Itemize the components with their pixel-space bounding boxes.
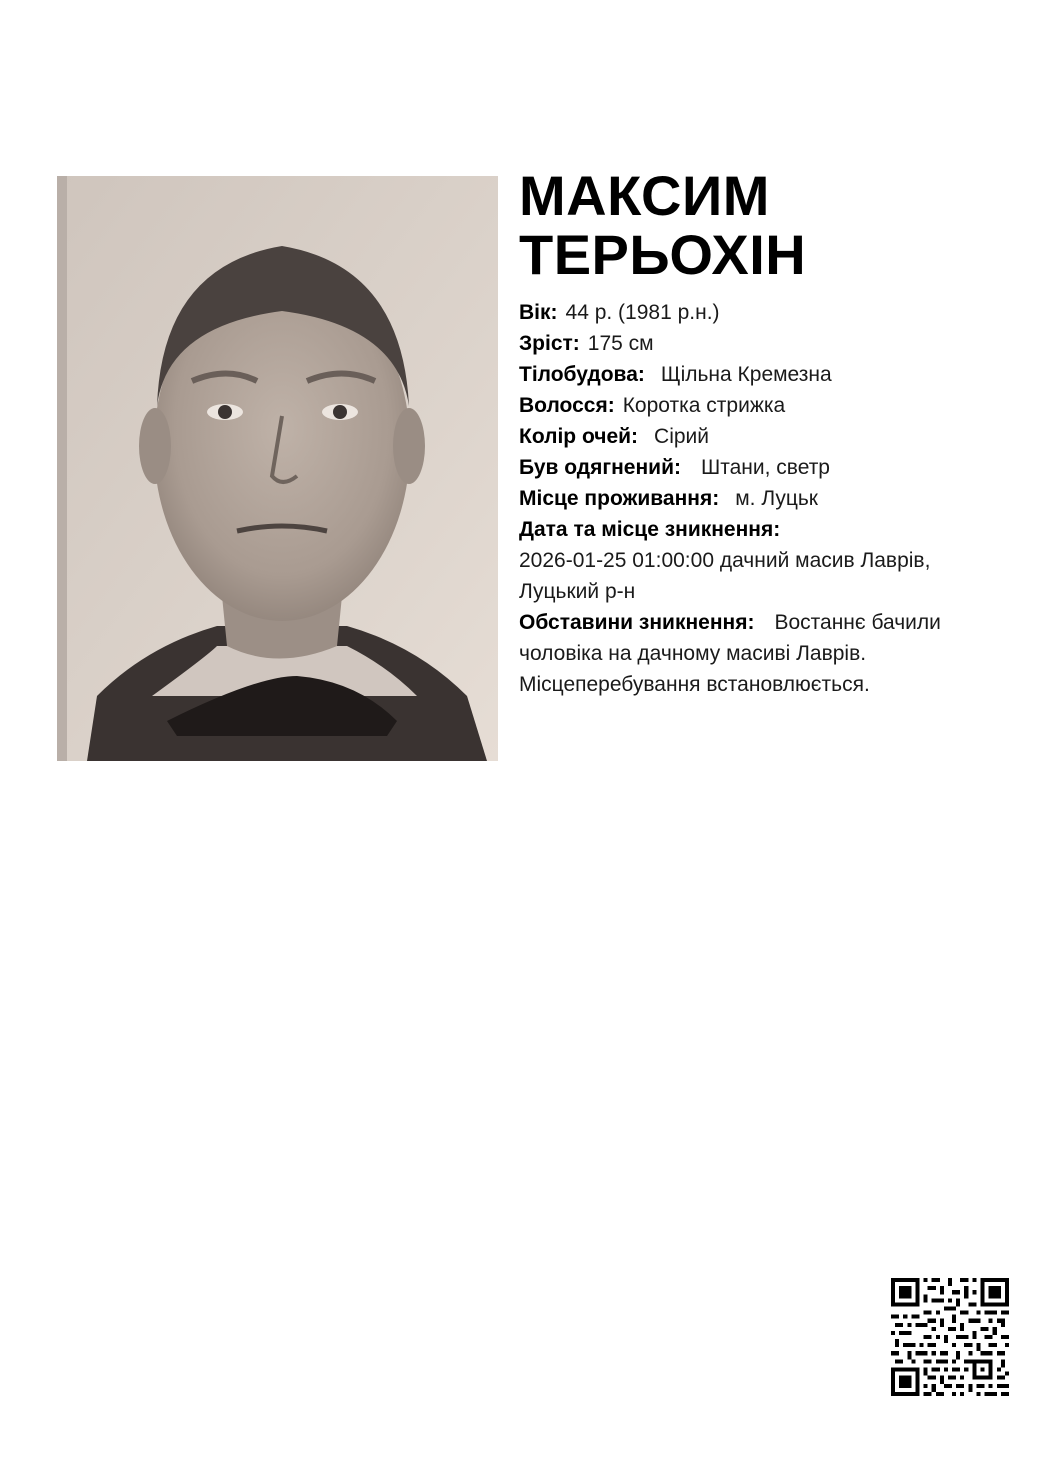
age-label: Вік: (519, 301, 558, 324)
clothes-row (519, 452, 999, 483)
last-name: ТЕРЬОХІН (519, 223, 807, 286)
person-name (519, 166, 806, 284)
circumstances-value: Востаннє бачили чоловіка на дачному масиві Лаврів. Місцеперебування встановлюється. (519, 611, 941, 696)
residence-value: м. Луцьк (735, 487, 818, 510)
disappearance-label: Дата та місце зникнення: (519, 518, 781, 541)
circumstances-row (519, 607, 999, 700)
build-value: Щільна Кремезна (660, 363, 832, 386)
person-details (519, 297, 999, 700)
residence-label: Місце проживання: (519, 487, 720, 510)
clothes-value: Штани, светр (700, 456, 830, 479)
hair-row (519, 390, 999, 421)
first-name: МАКСИМ (519, 164, 770, 227)
circumstances-label: Обставини зникнення: (519, 611, 755, 634)
residence-row (519, 483, 999, 514)
qr-code-icon[interactable] (891, 1278, 1009, 1396)
eyes-row (519, 421, 999, 452)
missing-person-photo (57, 176, 498, 761)
height-value: 175 см (587, 332, 654, 355)
clothes-label: Був одягнений: (519, 456, 681, 479)
disappearance-label-row (519, 514, 999, 545)
build-row (519, 359, 999, 390)
hair-value: Коротка стрижка (622, 394, 786, 417)
build-label: Тілобудова: (519, 363, 645, 386)
eyes-label: Колір очей: (519, 425, 639, 448)
height-row (519, 328, 999, 359)
hair-label: Волосся: (519, 394, 615, 417)
height-label: Зріст: (519, 332, 580, 355)
age-row (519, 297, 999, 328)
eyes-value: Сірий (654, 425, 710, 448)
disappearance-value: 2026-01-25 01:00:00 дачний масив Лаврів, Луцький р-н (519, 549, 931, 603)
age-value: 44 р. (1981 р.н.) (565, 301, 720, 324)
